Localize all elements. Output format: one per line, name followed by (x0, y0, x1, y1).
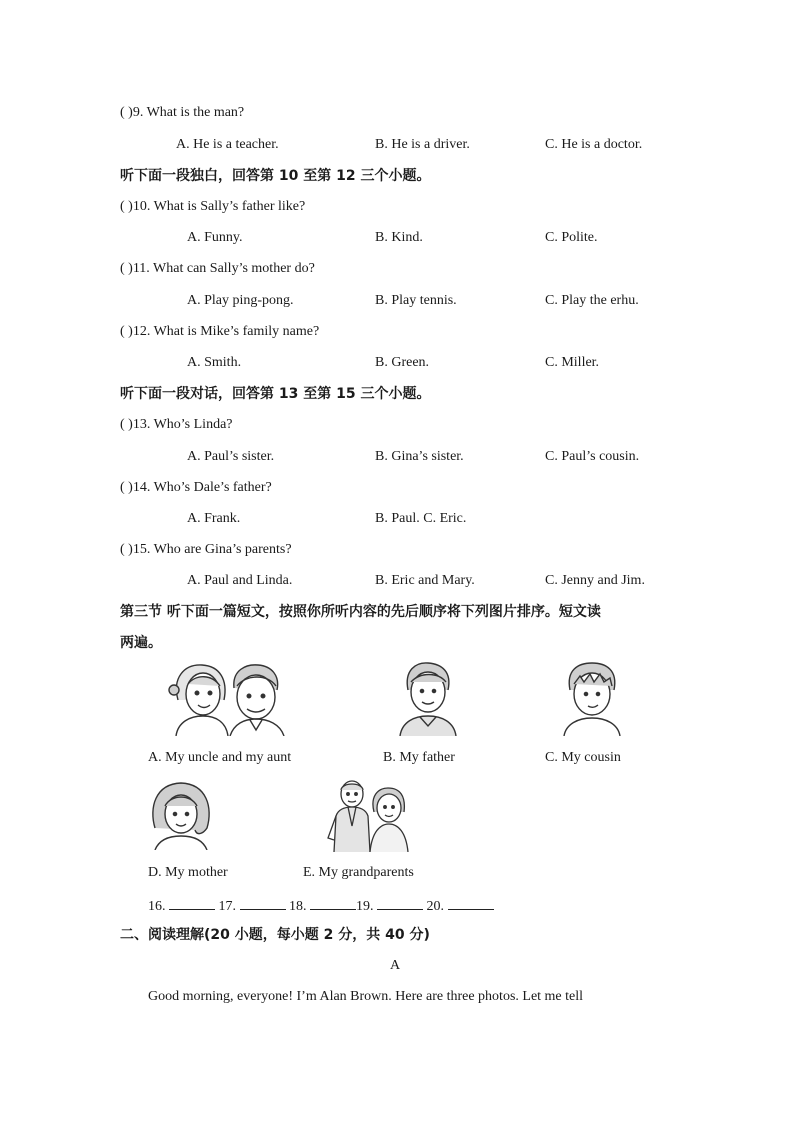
question-13-option-a: A. Paul’s sister. (187, 449, 275, 464)
question-14-option-bc: B. Paul. C. Eric. (375, 511, 467, 526)
father-illustration (394, 660, 462, 736)
question-9-option-c: C. He is a doctor. (545, 137, 643, 152)
question-15-stem: ( )15. Who are Gina’s parents? (120, 542, 292, 557)
part3-instruction-line2: 两遍。 (120, 635, 162, 651)
question-12-stem: ( )12. What is Mike’s family name? (120, 324, 320, 339)
question-11-option-b: B. Play tennis. (375, 293, 457, 308)
picture-label-e: E. My grandparents (303, 865, 414, 880)
passage-text-line: Good morning, everyone! I’m Alan Brown. Here are three photos. Let me tell (148, 989, 584, 1004)
question-14-stem: ( )14. Who’s Dale’s father? (120, 480, 272, 495)
picture-label-a: A. My uncle and my aunt (148, 750, 292, 765)
answer-20-label: 20. (426, 899, 444, 914)
question-10-option-a: A. Funny. (187, 230, 243, 245)
question-13-option-c: C. Paul’s cousin. (545, 449, 640, 464)
question-9-option-b: B. He is a driver. (375, 137, 470, 152)
answer-16-blank[interactable] (169, 895, 215, 910)
answer-18-label: 18. (289, 899, 307, 914)
question-12-option-a: A. Smith. (187, 355, 242, 370)
section-instruction-monologue: 听下面一段独白，回答第 10 至第 12 三个小题。 (120, 168, 431, 184)
answer-17-label: 17. (218, 899, 236, 914)
cousin-illustration (560, 660, 624, 736)
question-15-option-c: C. Jenny and Jim. (545, 573, 645, 588)
question-10-stem: ( )10. What is Sally’s father like? (120, 199, 306, 214)
question-12-option-c: C. Miller. (545, 355, 600, 370)
question-9-stem: ( )9. What is the man? (120, 105, 245, 120)
answer-16-label: 16. (148, 899, 166, 914)
uncle-aunt-illustration (164, 660, 288, 736)
grandparents-illustration (322, 776, 414, 852)
question-9-option-a: A. He is a teacher. (176, 137, 279, 152)
question-15-option-b: B. Eric and Mary. (375, 573, 475, 588)
answer-19-blank[interactable] (377, 895, 423, 910)
picture-label-b: B. My father (383, 750, 455, 765)
question-14-option-a: A. Frank. (187, 511, 241, 526)
section-instruction-dialogue: 听下面一段对话，回答第 13 至第 15 三个小题。 (120, 386, 431, 402)
question-10-option-c: C. Polite. (545, 230, 598, 245)
part3-instruction-line1: 第三节 听下面一篇短文，按照你所听内容的先后顺序将下列图片排序。短文读 (120, 604, 601, 620)
mother-illustration (147, 778, 215, 850)
question-13-option-b: B. Gina’s sister. (375, 449, 464, 464)
answer-20-blank[interactable] (448, 895, 494, 910)
answer-18-blank[interactable] (310, 895, 356, 910)
answer-blanks-row (148, 895, 494, 916)
picture-label-c: C. My cousin (545, 750, 621, 765)
passage-label: A (390, 958, 401, 973)
question-10-option-b: B. Kind. (375, 230, 423, 245)
question-11-option-c: C. Play the erhu. (545, 293, 639, 308)
question-15-option-a: A. Paul and Linda. (187, 573, 293, 588)
question-12-option-b: B. Green. (375, 355, 430, 370)
question-11-stem: ( )11. What can Sally’s mother do? (120, 261, 315, 276)
part2-heading: 二、阅读理解(20 小题，每小题 2 分，共 40 分) (120, 927, 430, 943)
answer-19-label: 19. (356, 899, 374, 914)
picture-label-d: D. My mother (148, 865, 228, 880)
question-11-option-a: A. Play ping-pong. (187, 293, 294, 308)
answer-17-blank[interactable] (240, 895, 286, 910)
question-13-stem: ( )13. Who’s Linda? (120, 417, 233, 432)
